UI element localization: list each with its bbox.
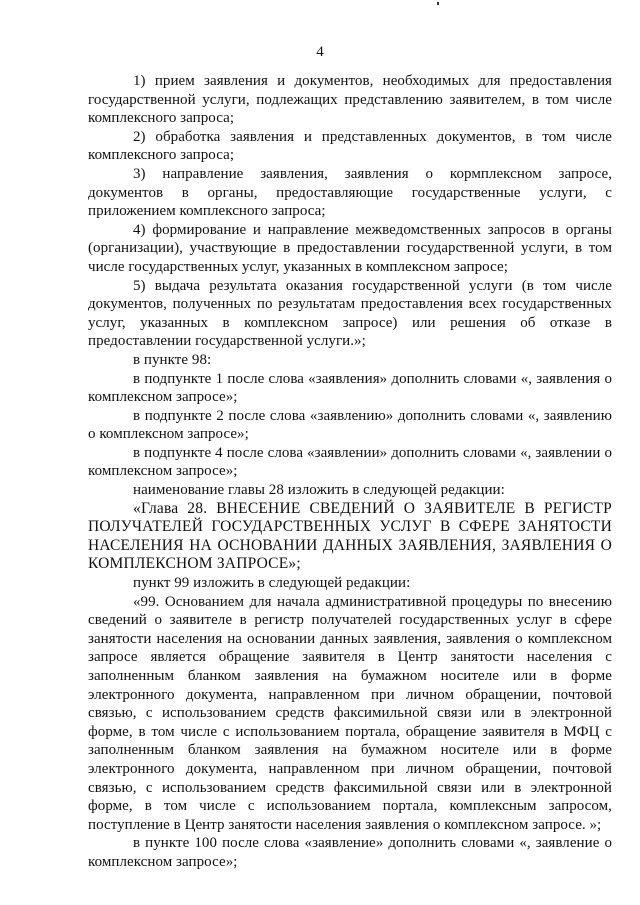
paragraph: наименование главы 28 изложить в следующей редакции: bbox=[133, 482, 505, 499]
paragraph: «99. Основанием для начала административной процедуры по внесению сведений о заявителе в регистр получателей государственных услуг в сфере занятости населения на основании данных заявления, заявления о комплексном запросе является обращение заявителя в Центр занятости населения с заполненным бланком заявления на бумажном носителе или в форме электронного документа, направленном при личном обращении, почтовой связью, с использованием средств факсимильной связи или в электронной форме, в том числе с использованием портала, обращение заявителя в МФЦ с заполненным бланком заявления на бумажном носителе или в форме электронного документа, направленном при личном обращении, почтовой связью, с использованием средств факсимильной связи или в электронной форме, в том числе с использованием портала, комплексным запросом, поступление в Центр занятости населения заявления о комплексном запросе. »; bbox=[88, 593, 612, 833]
paragraph: в подпункте 2 после слова «заявлению» дополнить словами «, заявлению о комплексном запросе»; bbox=[88, 407, 612, 443]
paragraph: в подпункте 4 после слова «заявлении» дополнить словами «, заявлении о комплексном запросе»; bbox=[88, 444, 612, 480]
document-body bbox=[88, 72, 612, 872]
paragraph: 2) обработка заявления и представленных документов, в том числе комплексного запроса; bbox=[88, 128, 612, 164]
paragraph: в пункте 98: bbox=[133, 351, 212, 368]
paragraph: в пункте 100 после слова «заявление» дополнить словами «, заявление о комплексном запросе»; bbox=[88, 835, 612, 870]
page-number: 4 bbox=[316, 44, 324, 60]
paragraph: 4) формирование и направление межведомственных запросов в органы (организации), участвующие в предоставлении государственной услуги, в том числе государственных услуг, указанных в комплексном запросе; bbox=[88, 221, 612, 275]
scan-artifact bbox=[437, 2, 439, 5]
paragraph: 5) выдача результата оказания государственной услуги (в том числе документов, полученных по результатам предоставления всех государственных услуг, указанных в комплексном запросе) или решения об отказе в предоставлении государственной услуги.»; bbox=[88, 277, 612, 350]
chapter-title-paragraph: «Глава 28. ВНЕСЕНИЕ СВЕДЕНИЙ О ЗАЯВИТЕЛЕ В РЕГИСТР ПОЛУЧАТЕЛЕЙ ГОСУДАРСТВЕННЫХ УСЛУГ В СФЕРЕ ЗАНЯТОСТИ НАСЕЛЕНИЯ НА ОСНОВАНИИ ДАННЫХ ЗАЯВЛЕНИЯ, ЗАЯВЛЕНИЯ О КОМПЛЕКСНОМ ЗАПРОСЕ»; bbox=[88, 499, 612, 573]
paragraph: пункт 99 изложить в следующей редакции: bbox=[133, 575, 411, 592]
paragraph: 1) прием заявления и документов, необходимых для предоставления государственной услуги, подлежащих представлению заявителем, в том числе комплексного запроса; bbox=[88, 73, 612, 127]
paragraph: 3) направление заявления, заявления о кормплексном запросе, документов в органы, предоставляющие государственные услуги, с приложением комплексного запроса; bbox=[88, 165, 612, 220]
paragraph: в подпункте 1 после слова «заявления» дополнить словами «, заявления о комплексном запросе»; bbox=[88, 370, 612, 406]
